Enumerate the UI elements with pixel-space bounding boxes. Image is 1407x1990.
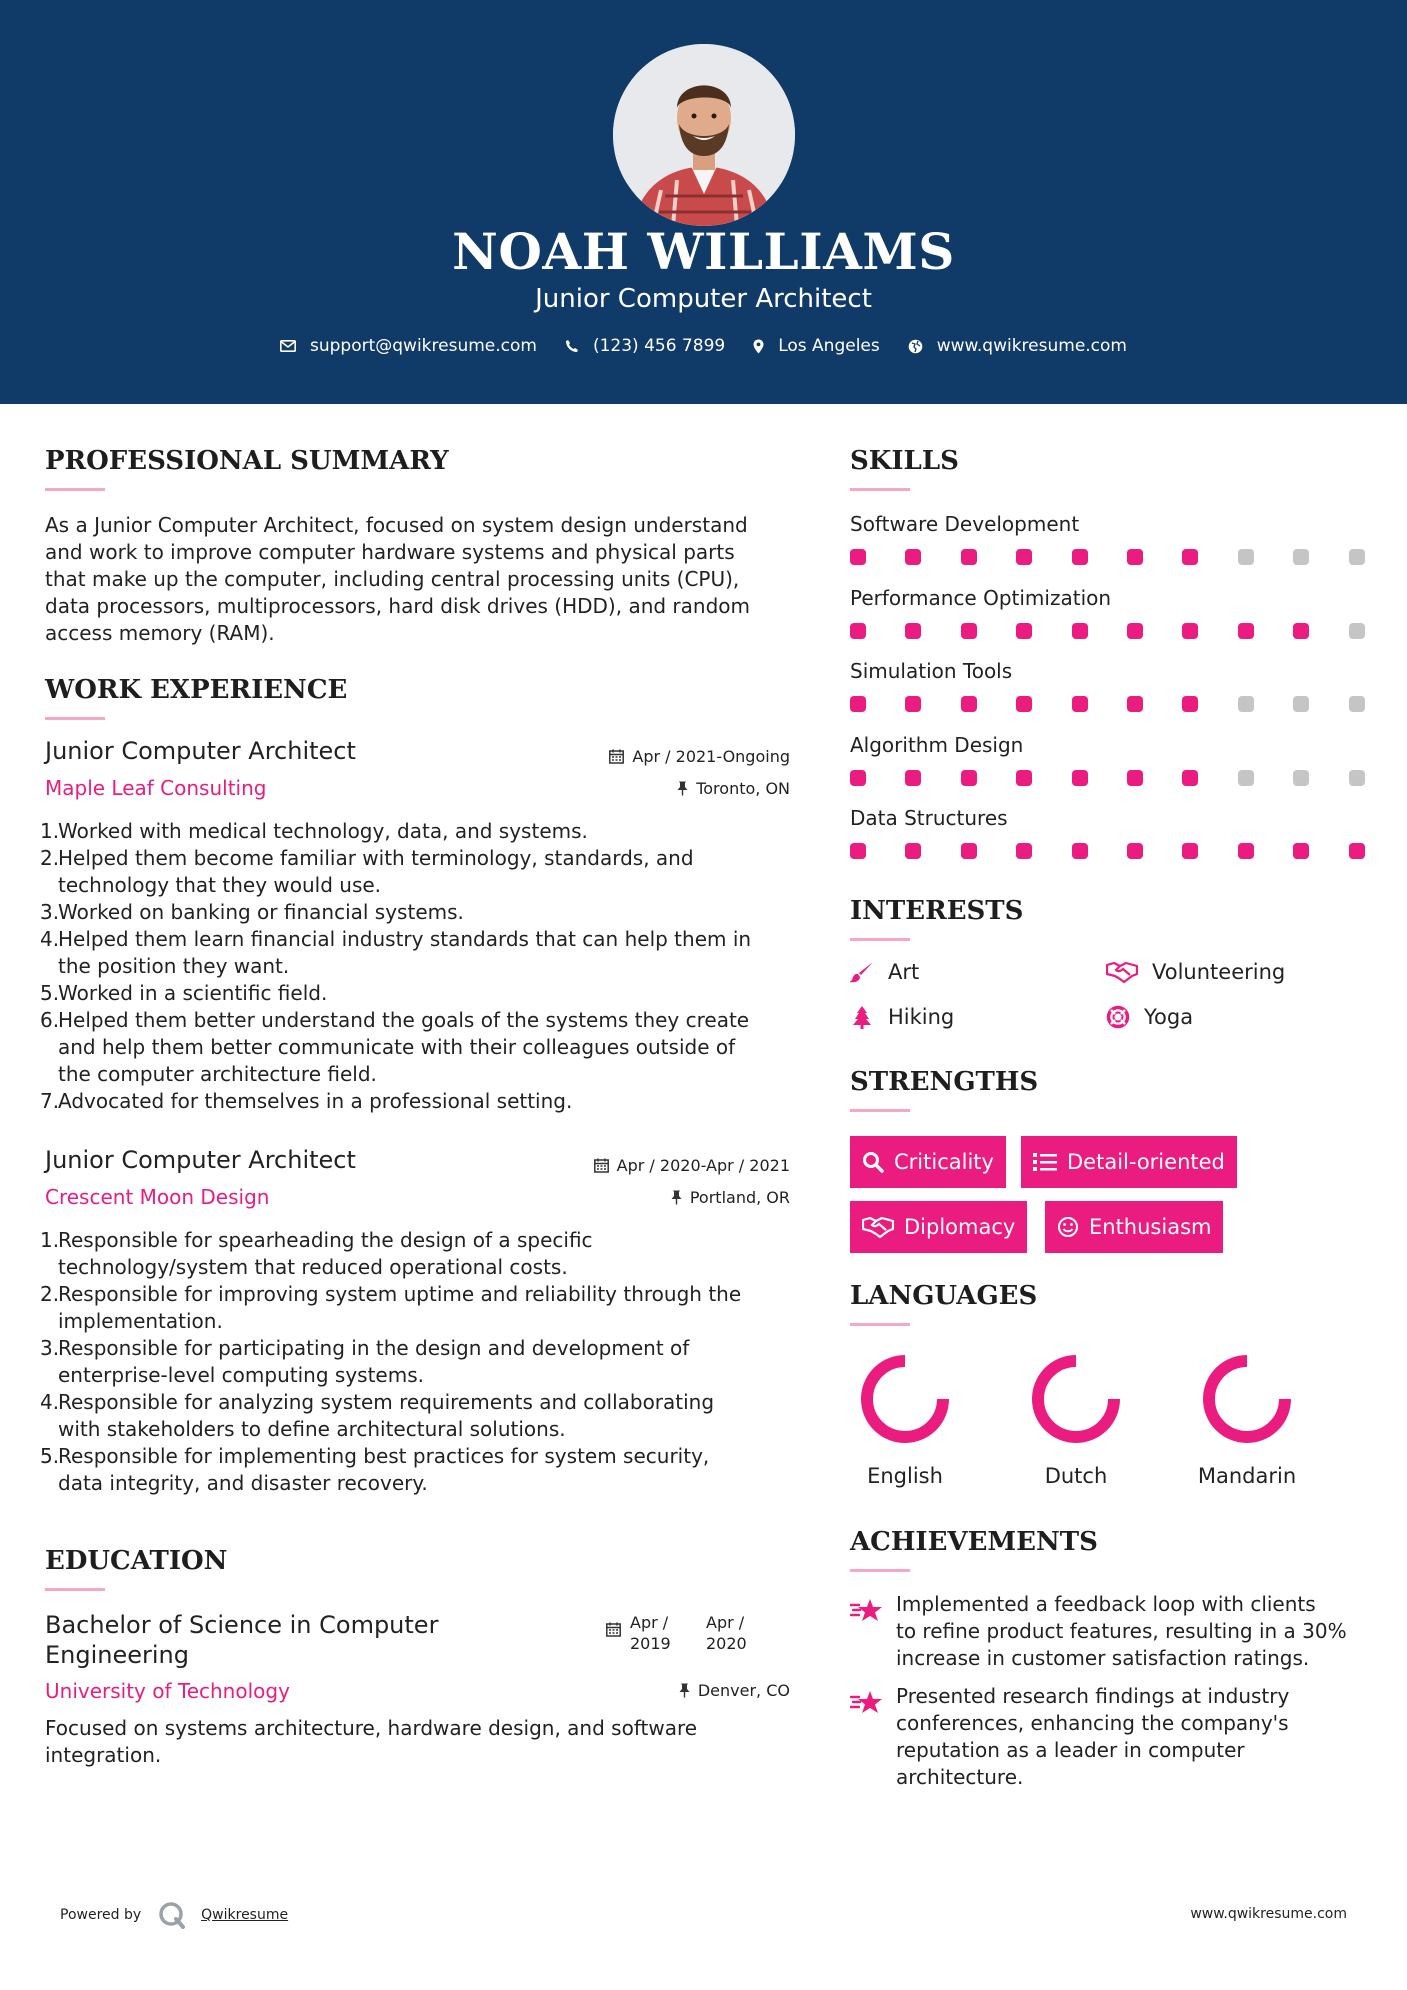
qwikresume-link[interactable]: Qwikresume — [201, 1907, 289, 1923]
summary-title: PROFESSIONAL SUMMARY — [45, 446, 449, 476]
list-item: 3. Worked on banking or financial systems. — [40, 900, 464, 924]
skill-name: Simulation Tools — [850, 659, 1013, 683]
rating-dot-empty — [1349, 623, 1365, 639]
language-gauge — [1029, 1352, 1123, 1446]
rating-dot-filled — [850, 696, 866, 712]
rating-dot-filled — [1072, 770, 1088, 786]
rating-dot-filled — [850, 623, 866, 639]
job-title: Junior Computer Architect — [45, 737, 356, 765]
list-item: 5. Responsible for implementing best practices for system security, data integrity, and disaster recovery. — [40, 1444, 710, 1495]
phone-text: (123) 456 7899 — [592, 336, 726, 356]
handshake-icon — [862, 1216, 894, 1238]
resume-header — [0, 0, 1407, 404]
rating-dot-filled — [905, 623, 921, 639]
interest-item: Art — [850, 960, 919, 984]
contact-location — [753, 336, 880, 356]
education-end: Apr / 2020 — [706, 1613, 747, 1653]
rating-dot-filled — [1127, 549, 1143, 565]
language-name: Mandarin — [1197, 1464, 1297, 1488]
rating-dot-filled — [961, 623, 977, 639]
education-underline — [45, 1588, 105, 1591]
calendar-icon — [609, 749, 624, 764]
contact-bar — [0, 336, 1407, 356]
rating-dot-filled — [1072, 549, 1088, 565]
interest-item: Yoga — [1106, 1005, 1193, 1029]
avatar — [613, 44, 795, 226]
footer-website[interactable]: www.qwikresume.com — [1190, 1906, 1347, 1922]
rating-dot-empty — [1349, 770, 1365, 786]
rating-dot-filled — [1127, 623, 1143, 639]
contact-website[interactable] — [908, 336, 1127, 356]
contact-email[interactable] — [280, 336, 537, 356]
achievement-item: Presented research findings at industry conferences, enhancing the company's reputation as a leader in computer architecture. — [896, 1684, 1290, 1789]
contact-phone[interactable] — [565, 336, 725, 356]
rating-dot-filled — [961, 843, 977, 859]
list-item: 1. Responsible for spearheading the design of a specific technology/system that reduced operational costs. — [40, 1228, 593, 1279]
rating-dot-filled — [1238, 843, 1254, 859]
skill-rating — [850, 843, 1370, 859]
job-dates: Apr / 2021-Ongoing — [490, 747, 790, 766]
search-icon — [862, 1151, 884, 1173]
job-responsibilities — [40, 1227, 810, 1497]
rating-dot-filled — [1238, 623, 1254, 639]
degree-title: Bachelor of Science in Computer Engineering — [45, 1611, 439, 1669]
skill-name: Data Structures — [850, 806, 1008, 830]
rating-dot-filled — [1182, 770, 1198, 786]
candidate-name: NOAH WILLIAMS — [452, 222, 955, 281]
star-icon — [850, 1690, 884, 1720]
rating-dot-empty — [1238, 549, 1254, 565]
rating-dot-filled — [1182, 623, 1198, 639]
rating-dot-filled — [905, 843, 921, 859]
list-item: 4. Helped them learn financial industry standards that can help them in the position they want. — [40, 927, 752, 978]
job-responsibilities — [40, 818, 810, 1115]
footer-powered-by: Powered by Qwikresume — [60, 1900, 288, 1930]
achievements-title: ACHIEVEMENTS — [850, 1527, 1098, 1557]
strengths-title: STRENGTHS — [850, 1067, 1039, 1097]
rating-dot-filled — [1127, 843, 1143, 859]
rating-dot-filled — [1349, 843, 1365, 859]
list-item: 2. Responsible for improving system uptime and reliability through the implementation. — [40, 1282, 742, 1333]
list-item: 3. Responsible for participating in the design and development of enterprise-level computing systems. — [40, 1336, 690, 1387]
list-icon — [1033, 1152, 1057, 1172]
skill-name: Performance Optimization — [850, 585, 1112, 610]
rating-dot-empty — [1293, 696, 1309, 712]
job-company: Crescent Moon Design — [45, 1185, 270, 1209]
rating-dot-filled — [905, 770, 921, 786]
rating-dot-filled — [1182, 696, 1198, 712]
lifebuoy-icon — [1106, 1005, 1130, 1029]
education-start: Apr / 2019 — [630, 1613, 671, 1653]
rating-dot-filled — [1016, 843, 1032, 859]
list-item: 1. Worked with medical technology, data, and systems. — [40, 819, 588, 843]
candidate-role: Junior Computer Architect — [535, 284, 872, 314]
skills-title: SKILLS — [850, 446, 959, 476]
strength-chip: Criticality — [850, 1136, 1006, 1188]
rating-dot-empty — [1238, 770, 1254, 786]
experience-underline — [45, 717, 105, 720]
skill-rating — [850, 623, 1370, 639]
rating-dot-filled — [1127, 770, 1143, 786]
rating-dot-filled — [961, 696, 977, 712]
language-gauge — [858, 1352, 952, 1446]
interest-item: Hiking — [850, 1005, 954, 1029]
language-arc — [867, 1361, 943, 1437]
rating-dot-empty — [1238, 696, 1254, 712]
interest-item: Volunteering — [1106, 960, 1285, 984]
language-arc — [1209, 1361, 1285, 1437]
pushpin-icon — [679, 1683, 690, 1698]
job-location: Portland, OR — [490, 1188, 790, 1207]
job-title: Junior Computer Architect — [45, 1146, 356, 1174]
rating-dot-filled — [1016, 549, 1032, 565]
skill-name: Algorithm Design — [850, 732, 1024, 757]
strength-chip: Enthusiasm — [1045, 1201, 1223, 1253]
qwikresume-logo-icon — [157, 1900, 187, 1930]
skills-underline — [850, 488, 910, 491]
education-description: Focused on systems architecture, hardware design, and software integration. — [45, 1716, 698, 1767]
interests-title: INTERESTS — [850, 896, 1024, 926]
rating-dot-filled — [961, 770, 977, 786]
language-name: English — [867, 1464, 943, 1488]
list-item: 5. Worked in a scientific field. — [40, 981, 328, 1005]
rating-dot-filled — [850, 843, 866, 859]
summary-text: As a Junior Computer Architect, focused on system design understand and work to improve computer hardware systems and physical parts that make up the computer, including central processing units (CPU), data processors, multiprocessors, hard disk drives (HDD), and random access memory (RAM). — [45, 513, 750, 645]
map-pin-icon — [753, 339, 764, 354]
rating-dot-filled — [905, 549, 921, 565]
rating-dot-filled — [1072, 843, 1088, 859]
education-location: Denver, CO — [490, 1681, 790, 1700]
smile-icon — [1057, 1216, 1079, 1238]
envelope-icon — [280, 340, 296, 352]
rating-dot-empty — [1293, 549, 1309, 565]
languages-underline — [850, 1323, 910, 1326]
pushpin-icon — [671, 1190, 682, 1205]
rating-dot-empty — [1349, 696, 1365, 712]
rating-dot-filled — [850, 549, 866, 565]
interests-underline — [850, 938, 910, 941]
skill-rating — [850, 696, 1370, 712]
education-title: EDUCATION — [45, 1546, 228, 1576]
achievements-underline — [850, 1569, 910, 1572]
rating-dot-filled — [961, 549, 977, 565]
skill-rating — [850, 770, 1370, 786]
job-location: Toronto, ON — [490, 779, 790, 798]
email-text: support@qwikresume.com — [310, 336, 537, 356]
website-text: www.qwikresume.com — [936, 336, 1127, 356]
rating-dot-filled — [1072, 696, 1088, 712]
list-item: 2. Helped them become familiar with terminology, standards, and technology that they would use. — [40, 846, 694, 897]
rating-dot-filled — [1293, 623, 1309, 639]
experience-title: WORK EXPERIENCE — [45, 675, 348, 705]
rating-dot-filled — [1016, 770, 1032, 786]
job-dates: Apr / 2020-Apr / 2021 — [490, 1156, 790, 1175]
summary-underline — [45, 488, 105, 491]
rating-dot-filled — [1016, 623, 1032, 639]
strength-chip: Diplomacy — [850, 1201, 1027, 1253]
strengths-underline — [850, 1109, 910, 1112]
rating-dot-empty — [1349, 549, 1365, 565]
list-item: 6. Helped them better understand the goals of the systems they create and help them better communicate with their colleagues outside of the computer architecture field. — [40, 1008, 750, 1086]
rating-dot-filled — [1182, 549, 1198, 565]
language-arc — [1038, 1361, 1114, 1437]
calendar-icon — [594, 1158, 609, 1173]
rating-dot-filled — [1127, 696, 1143, 712]
paintbrush-icon — [850, 961, 874, 983]
languages-title: LANGUAGES — [850, 1281, 1038, 1311]
language-gauge — [1200, 1352, 1294, 1446]
profile-photo — [613, 44, 795, 226]
skill-rating — [850, 549, 1370, 565]
list-item: 7. Advocated for themselves in a professional setting. — [40, 1089, 573, 1113]
achievement-item: Implemented a feedback loop with clients to refine product features, resulting in a 30% increase in customer satisfaction ratings. — [896, 1592, 1347, 1670]
pushpin-icon — [677, 781, 688, 796]
calendar-icon — [606, 1622, 621, 1641]
job-company: Maple Leaf Consulting — [45, 776, 267, 800]
star-icon — [850, 1598, 884, 1628]
strength-chip: Detail-oriented — [1021, 1136, 1237, 1188]
handshake-icon — [1106, 961, 1138, 983]
rating-dot-filled — [850, 770, 866, 786]
location-text: Los Angeles — [778, 336, 880, 356]
globe-icon — [908, 339, 923, 354]
rating-dot-filled — [1182, 843, 1198, 859]
list-item: 4. Responsible for analyzing system requirements and collaborating with stakeholders to define architectural solutions. — [40, 1390, 715, 1441]
tree-icon — [850, 1005, 874, 1029]
phone-icon — [565, 339, 579, 353]
language-name: Dutch — [1044, 1464, 1108, 1488]
rating-dot-filled — [1072, 623, 1088, 639]
rating-dot-filled — [1293, 843, 1309, 859]
rating-dot-filled — [905, 696, 921, 712]
school-name: University of Technology — [45, 1679, 290, 1703]
rating-dot-filled — [1016, 696, 1032, 712]
skill-name: Software Development — [850, 512, 1080, 536]
rating-dot-empty — [1293, 770, 1309, 786]
